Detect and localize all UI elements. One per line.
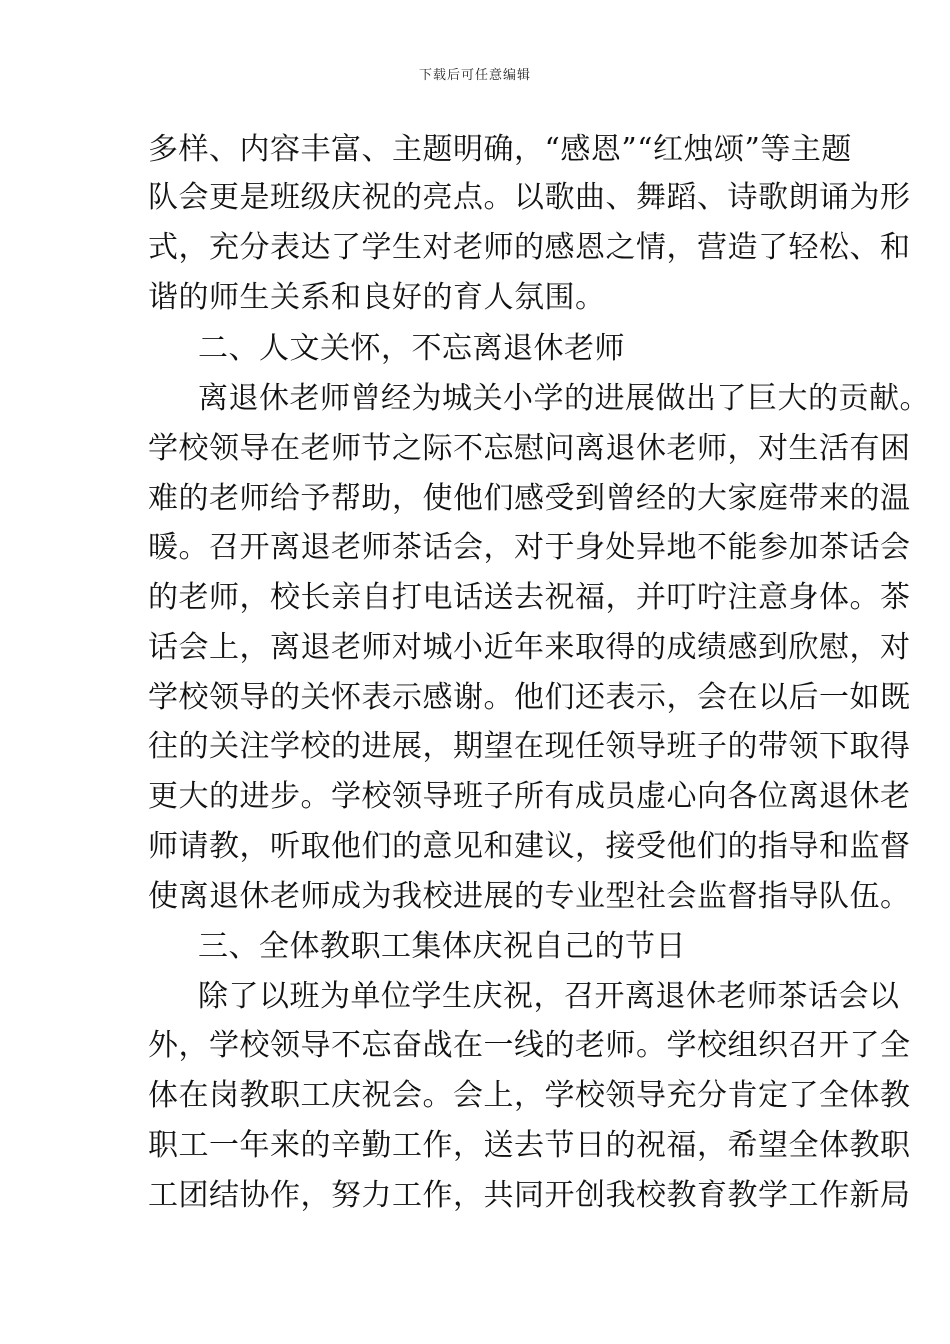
body-line: 话会上，离退老师对城小近年来取得的成绩感到欣慰，对 (148, 630, 911, 665)
body-line: 难的老师给予帮助，使他们感受到曾经的大家庭带来的温 (148, 481, 911, 516)
body-line: 队会更是班级庆祝的亮点。以歌曲、舞蹈、诗歌朗诵为形 (148, 180, 911, 215)
body-line: 除了以班为单位学生庆祝，召开离退休老师茶话会以 (198, 979, 900, 1014)
body-line: 的老师，校长亲自打电话送去祝福，并叮咛注意身体。茶 (148, 580, 911, 615)
body-line: 师请教，听取他们的意见和建议，接受他们的指导和监督 (148, 829, 911, 864)
body-line: 体在岗教职工庆祝会。会上，学校领导充分肯定了全体教 (148, 1078, 911, 1113)
body-line: 式，充分表达了学生对老师的感恩之情，营造了轻松、和 (148, 230, 911, 265)
body-line: 更大的进步。学校领导班子所有成员虚心向各位离退休老 (148, 779, 911, 814)
body-line: 学校领导的关怀表示感谢。他们还表示，会在以后一如既 (148, 680, 911, 715)
body-line: 学校领导在老师节之际不忘慰问离退休老师，对生活有困 (148, 431, 911, 466)
body-line: 外，学校领导不忘奋战在一线的老师。学校组织召开了全 (148, 1028, 911, 1063)
page-header: 下载后可任意编辑 (418, 68, 531, 83)
section-heading: 三、全体教职工集体庆祝自己的节日 (198, 929, 686, 964)
body-line: 多样、内容丰富、主题明确，“感恩”“红烛颂”等主题 (148, 132, 852, 167)
body-line: 谐的师生关系和良好的育人氛围。 (148, 280, 606, 315)
body-line: 暖。召开离退老师茶话会，对于身处异地不能参加茶话会 (148, 530, 911, 565)
body-line: 工团结协作，努力工作，共同开创我校教育教学工作新局 (148, 1178, 911, 1213)
body-line: 往的关注学校的进展，期望在现任领导班子的带领下取得 (148, 729, 911, 764)
body-line: 离退休老师曾经为城关小学的进展做出了巨大的贡献。 (198, 381, 930, 416)
section-heading: 二、人文关怀，不忘离退休老师 (198, 331, 625, 366)
body-line: 使离退休老师成为我校进展的专业型社会监督指导队伍。 (148, 879, 911, 914)
body-line: 职工一年来的辛勤工作，送去节日的祝福，希望全体教职 (148, 1128, 911, 1163)
